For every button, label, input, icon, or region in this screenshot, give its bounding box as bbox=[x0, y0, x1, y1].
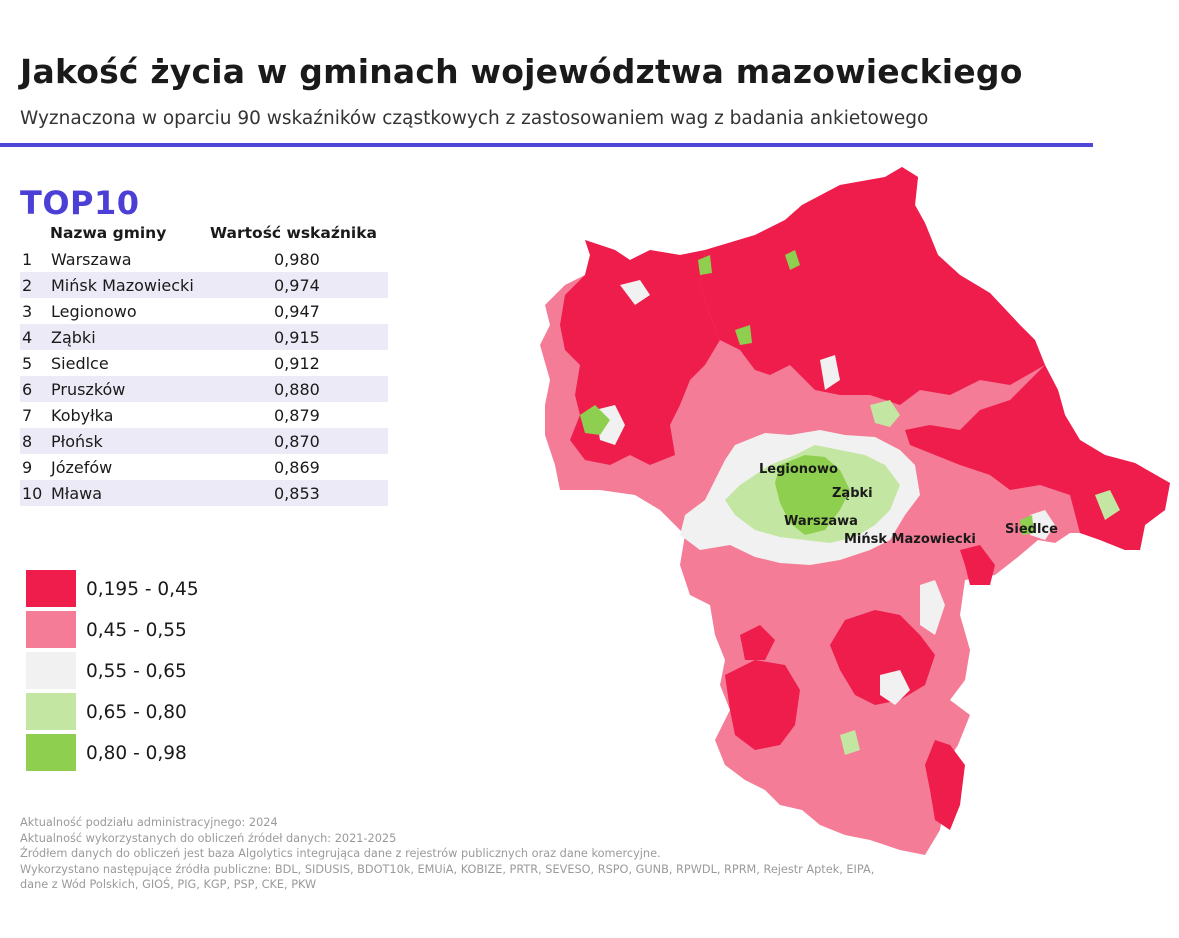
row-value: 0,879 bbox=[274, 406, 320, 425]
table-row bbox=[20, 454, 388, 480]
row-rank: 2 bbox=[22, 276, 33, 295]
row-name: Józefów bbox=[51, 458, 113, 477]
row-value: 0,870 bbox=[274, 432, 320, 451]
row-value: 0,947 bbox=[274, 302, 320, 321]
row-rank: 6 bbox=[22, 380, 33, 399]
legend-swatch bbox=[26, 611, 76, 648]
top10-table bbox=[20, 222, 388, 503]
note-line: Wykorzystano następujące źródła publiczne: BDL, SIDUSIS, BDOT10k, EMUiA, KOBIZE, PRTR, SEVESO, RSPO, GUNB, RPWDL, RPRM, Rejestr Aptek, EIPA, bbox=[20, 862, 875, 876]
table-row bbox=[20, 402, 388, 428]
row-value: 0,880 bbox=[274, 380, 320, 399]
row-name: Kobyłka bbox=[51, 406, 114, 425]
legend-swatch bbox=[26, 652, 76, 689]
row-value: 0,869 bbox=[274, 458, 320, 477]
row-name: Legionowo bbox=[51, 302, 137, 321]
legend-item bbox=[26, 611, 326, 651]
row-name: Pruszków bbox=[51, 380, 126, 399]
row-rank: 5 bbox=[22, 354, 33, 373]
row-rank: 10 bbox=[22, 484, 43, 503]
legend-label: 0,45 - 0,55 bbox=[86, 620, 187, 641]
header-divider bbox=[0, 143, 1093, 147]
legend-label: 0,55 - 0,65 bbox=[86, 661, 187, 682]
row-name: Płońsk bbox=[51, 432, 103, 451]
column-header-value: Wartość wskaźnika bbox=[210, 224, 377, 242]
row-rank: 8 bbox=[22, 432, 33, 451]
table-row bbox=[20, 350, 388, 376]
map-label-minsk: Mińsk Mazowiecki bbox=[844, 532, 976, 547]
legend-item bbox=[26, 734, 326, 774]
row-name: Siedlce bbox=[51, 354, 109, 373]
row-rank: 1 bbox=[22, 250, 33, 269]
note-line: Aktualność wykorzystanych do obliczeń źródeł danych: 2021-2025 bbox=[20, 831, 397, 845]
legend-swatch bbox=[26, 734, 76, 771]
row-value: 0,912 bbox=[274, 354, 320, 373]
table-row bbox=[20, 480, 388, 506]
page-title: Jakość życia w gminach województwa mazowieckiego bbox=[20, 52, 1023, 91]
note-line: Aktualność podziału administracyjnego: 2024 bbox=[20, 816, 278, 829]
table-row bbox=[20, 246, 388, 272]
top10-heading: TOP10 bbox=[20, 184, 140, 222]
row-value: 0,974 bbox=[274, 276, 320, 295]
row-name: Mińsk Mazowiecki bbox=[51, 276, 194, 295]
row-name: Warszawa bbox=[51, 250, 132, 269]
row-name: Mława bbox=[51, 484, 103, 503]
note-line: Źródłem danych do obliczeń jest baza Algolytics integrująca dane z rejestrów publicznych oraz dane komercyjne. bbox=[20, 847, 661, 861]
note-line: dane z Wód Polskich, GIOŚ, PIG, KGP, PSP, CKE, PKW bbox=[20, 878, 317, 892]
choropleth-map bbox=[540, 165, 1179, 855]
map-label-zabki: Ząbki bbox=[832, 486, 873, 501]
row-name: Ząbki bbox=[51, 328, 96, 347]
legend-item bbox=[26, 652, 326, 692]
page-subtitle: Wyznaczona w oparciu 90 wskaźników cząstkowych z zastosowaniem wag z badania ankietowego bbox=[20, 108, 929, 129]
legend-item bbox=[26, 693, 326, 733]
legend-swatch bbox=[26, 570, 76, 607]
table-row bbox=[20, 324, 388, 350]
table-row bbox=[20, 376, 388, 402]
map-label-warszawa: Warszawa bbox=[784, 514, 858, 529]
legend-item bbox=[26, 570, 326, 610]
legend-label: 0,195 - 0,45 bbox=[86, 579, 199, 600]
column-header-name: Nazwa gminy bbox=[50, 224, 167, 242]
row-value: 0,853 bbox=[274, 484, 320, 503]
table-row bbox=[20, 428, 388, 454]
row-value: 0,980 bbox=[274, 250, 320, 269]
row-rank: 9 bbox=[22, 458, 33, 477]
legend-label: 0,80 - 0,98 bbox=[86, 743, 187, 764]
map-label-siedlce: Siedlce bbox=[1005, 522, 1058, 537]
map-label-legionowo: Legionowo bbox=[759, 462, 838, 477]
table-row bbox=[20, 272, 388, 298]
row-value: 0,915 bbox=[274, 328, 320, 347]
legend-label: 0,65 - 0,80 bbox=[86, 702, 187, 723]
table-header bbox=[20, 222, 388, 246]
row-rank: 3 bbox=[22, 302, 33, 321]
row-rank: 4 bbox=[22, 328, 33, 347]
table-row bbox=[20, 298, 388, 324]
row-rank: 7 bbox=[22, 406, 33, 425]
legend-swatch bbox=[26, 693, 76, 730]
